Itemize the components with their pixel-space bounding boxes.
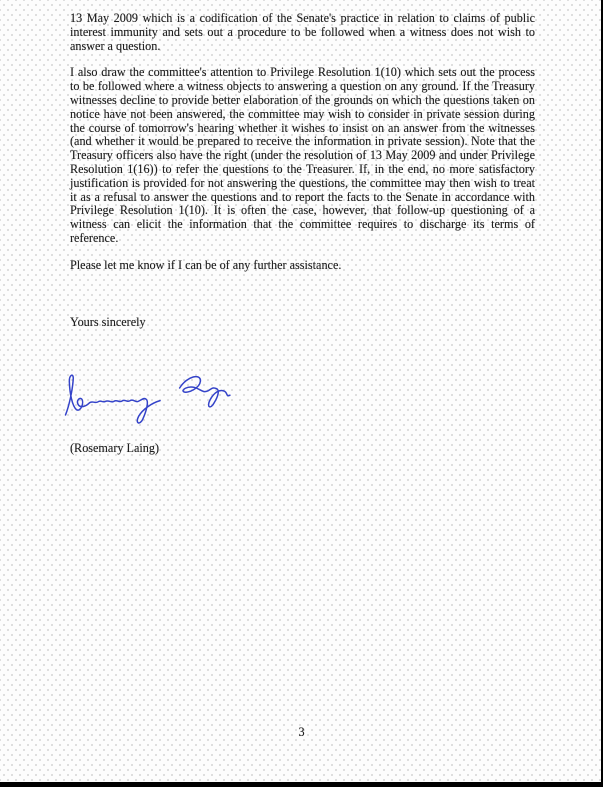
handwritten-signature-rosemary-laing — [61, 364, 239, 434]
letter-paragraph-1: 13 May 2009 which is a codification of the Senate's practice in relation to claims of public interest immunity and sets out a procedure to be followed when a witness does not wish to answer a question. — [70, 11, 535, 53]
valediction: Yours sincerely — [70, 314, 146, 329]
page-number: 3 — [298, 725, 305, 739]
typed-signatory-name: (Rosemary Laing) — [70, 441, 160, 455]
letter-body — [70, 12, 535, 329]
scan-edge-bottom — [0, 782, 603, 787]
closing-line: Please let me know if I can be of any further assistance. — [70, 257, 342, 272]
letter-paragraph-2: I also draw the committee's attention to Privilege Resolution 1(10) which sets out the process to be followed where a witness objects to answering a question on any ground. If the Treasury witnesses decline to provide better elaboration of the grounds on which the questions taken on notice have not been answered, the committee may wish to consider in private session during the course of tomorrow's hearing whether it wishes to insist on an answer from the witnesses (and whether it would be prepared to receive the information in private session). Note that the Treasury officers also have the right (under the resolution of 13 May 2009 and under Privilege Resolution 1(16)) to refer the questions to the Treasurer. If, in the end, no more satisfactory justification is provided for not answering the questions, the committee may then wish to treat it as a refusal to answer the questions and to report the facts to the Senate in accordance with Privilege Resolution 1(10). It is often the case, however, that follow-up questioning of a witness can elicit the information that the committee requires to discharge its terms of reference. — [70, 65, 535, 245]
